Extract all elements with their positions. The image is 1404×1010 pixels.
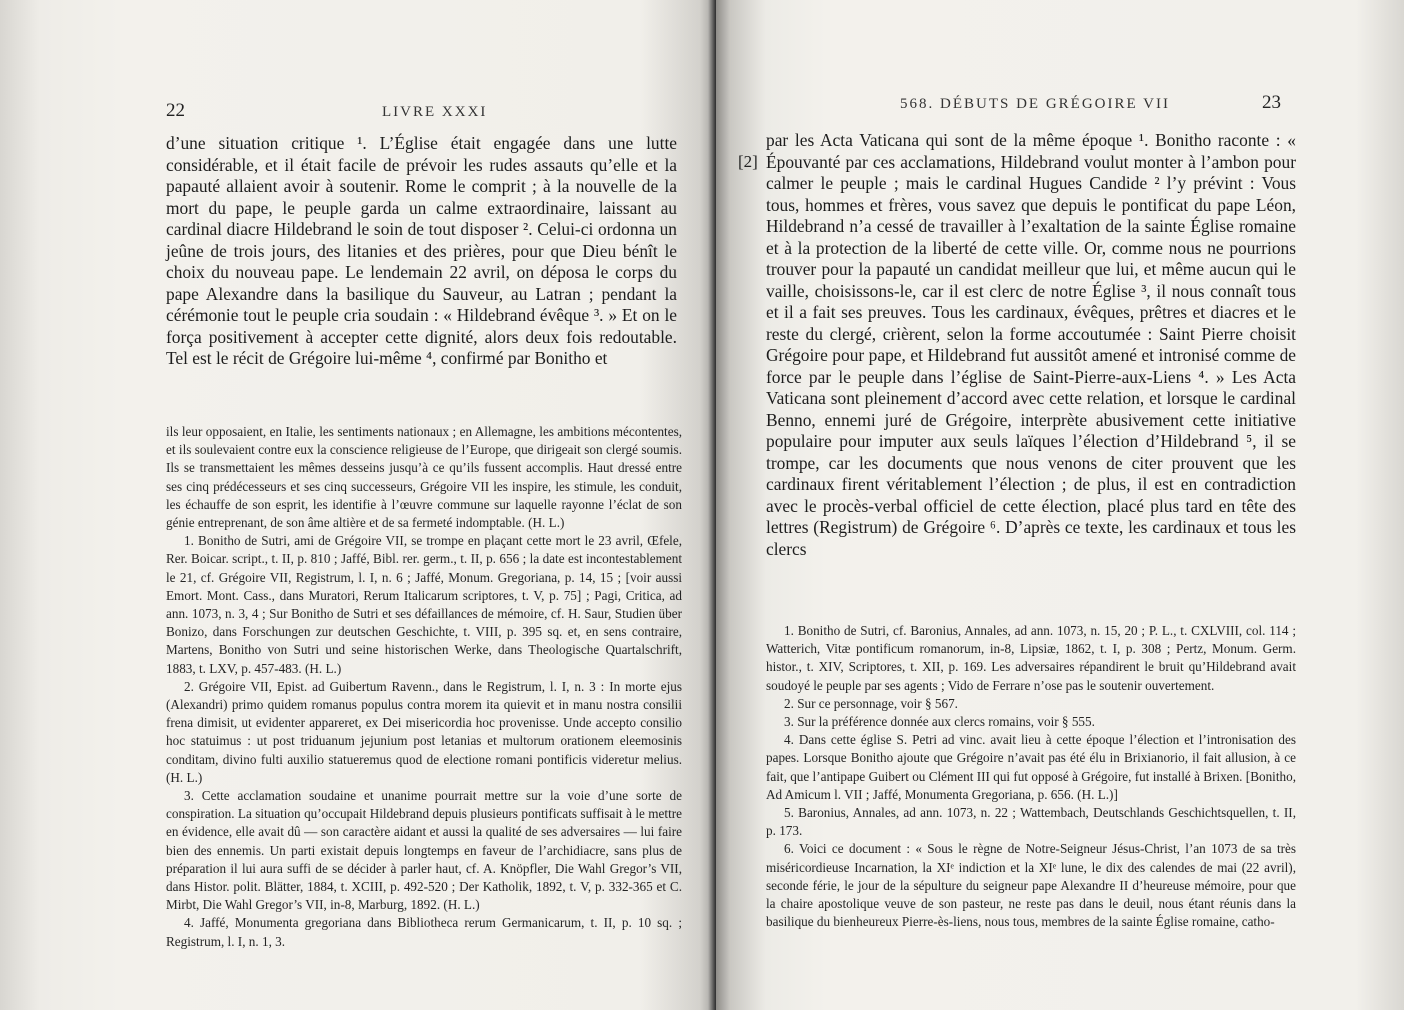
- left-footnote-continued: ils leur opposaient, en Italie, les sentiments nationaux ; en Allemagne, les ambitions mécontentes, et ils soulevaient contre eux la conscience religieuse de l’Europe, que dirigeait son clergé soumis. Ils se transmettaient les mêmes desseins jusqu’à ce qu’ils fussent accomplis. Haut dressé entre ses cinq prédécesseurs et ses cinq successeurs, Grégoire VII les inspire, les stimule, les conduit, les échauffe de son esprit, les identifie à l’œuvre commune sur laquelle rayonne l’éclat de son génie entreprenant, de son âme altière et de sa fermeté indomptable. (H. L.): [166, 424, 682, 531]
- right-footnote-4: 4. Dans cette église S. Petri ad vinc. avait lieu à cette époque l’élection et l’intronisation des papes. Lorsque Bonitho ajoute que Grégoire n’avait pas été élu in Brixianorio, il fait allusion, à ce fait, que l’antipape Guibert ou Clément III qui fut opposé à Grégoire, fut installé à Brixen. [Bonitho, Ad Amicum l. VII ; Jaffé, Monumenta Gregoriana, p. 656. (H. L.)]: [766, 732, 1296, 802]
- right-running-head: 568. DÉBUTS DE GRÉGOIRE VII: [900, 96, 1170, 112]
- right-footnote-2: 2. Sur ce personnage, voir § 567.: [784, 695, 958, 711]
- left-footnote-4: 4. Jaffé, Monumenta gregoriana dans Bibliotheca rerum Germanicarum, t. II, p. 10 sq. ; Registrum, l. I, n. 1, 3.: [166, 915, 682, 949]
- left-footnotes: [166, 423, 682, 951]
- left-body-text: [166, 133, 677, 370]
- left-page-number: 22: [166, 100, 185, 121]
- right-footnote-1: 1. Bonitho de Sutri, cf. Baronius, Annales, ad ann. 1073, n. 15, 20 ; P. L., t. CXLVIII, col. 114 ; Watterich, Vitæ pontificum romanorum, in-8, Lipsiæ, 1862, t. I, p. 308 ; Pertz, Monum. Germ. histor., t. XIV, Scriptores, t. XII, p. 169. Les adversaires répandirent le bruit qu’Hildebrand avait soudoyé le peuple par ses agents ; Vido de Ferrare n’ose pas le soutenir ouvertement.: [766, 623, 1296, 693]
- right-footnote-6: 6. Voici ce document : « Sous le règne de Notre-Seigneur Jésus-Christ, l’an 1073 de sa très miséricordieuse Incarnation, la XIᵉ indiction et la XIᵉ lune, le dix des calendes de mai (22 avril), seconde férie, le jour de la sépulture du seigneur pape Alexandre II d’heureuse mémoire, pour que la chaire apostolique veuve de son pasteur, ne reste pas dans le deuil, nous étant réunis dans la basilique du bienheureux Pierre-ès-liens, nous tous, membres de la sainte Église romaine, catho-: [766, 841, 1296, 930]
- left-body-paragraph: d’une situation critique ¹. L’Église était engagée dans une lutte considérable, et il était facile de prévoir les rudes assauts qu’elle et la papauté allaient avoir à soutenir. Rome le comprit ; à la nouvelle de la mort du pape, le peuple garda un calme extraordinaire, laissant au cardinal diacre Hildebrand le soin de tout disposer ². Celui-ci ordonna un jeûne de trois jours, des litanies et des prières, pour que Dieu bénît le choix du nouveau pape. Le lendemain 22 avril, on déposa le corps du pape Alexandre dans la basilique du Sauveur, au Latran ; pendant la cérémonie tout le peuple cria soudain : « Hildebrand évêque ³. » Et on le força positivement à accepter cette dignité, alors deux fois redoutable. Tel est le récit de Grégoire lui-même ⁴, confirmé par Bonitho et: [166, 133, 677, 368]
- left-footnote-2: 2. Grégoire VII, Epist. ad Guibertum Ravenn., dans le Registrum, l. I, n. 3 : In morte ejus (Alexandri) primo quidem romanus populus contra morem ita quievit et in manu nostra consilii frena dimisit, ut evidenter appareret, ex Dei misericordia hoc provenisse. Unde accepto consilio hoc statuimus : ut post triduanum jejunium post letanias et multorum orationem eleemosinis conditam, divino fulti auxilio statueremus quod de electione romani pontificis videretur melius. (H. L.): [166, 678, 682, 785]
- right-footnotes: [766, 622, 1296, 931]
- right-body-paragraph: par les Acta Vaticana qui sont de la même époque ¹. Bonitho raconte : « Épouvanté par ces acclamations, Hildebrand voulut monter à l’ambon pour calmer le peuple ; mais le cardinal Hugues Candide ² l’y prévint : Vous tous, hommes et frères, vous savez que depuis le pontificat du pape Léon, Hildebrand n’a cessé de travailler à l’exaltation de la sainte Église romaine et à la protection de la liberté de cette ville. Or, comme nous ne pourrions trouver pour la papauté un candidat meilleur que lui, et même aucun qui le vaille, choisissons-le, car il est clerc de notre Église ³, il nous connaît tous et il a fait ses preuves. Tous les cardinaux, évêques, prêtres et diacres et le reste du clergé, crièrent, selon la forme accoutumée : Saint Pierre choisit Grégoire pour pape, et Hildebrand fut aussitôt amené et intronisé comme de force par le peuple dans l’église de Saint-Pierre-aux-Liens ⁴. » Les Acta Vaticana sont pleinement d’accord avec cette relation, et lorsque le cardinal Benno, ennemi juré de Grégoire, interprète abusivement cette initiative populaire pour imputer aux seuls laïques l’élection d’Hildebrand ⁵, il se trompe, car les documents que nous venons de citer prouvent que les cardinaux firent véritablement l’élection ; de plus, il est en contradiction avec le procès-verbal officiel de cette élection, placé plus tard en tête des lettres (Registrum) de Grégoire ⁶. D’après ce texte, les cardinaux et tous les clercs: [766, 130, 1296, 559]
- left-footnote-1: 1. Bonitho de Sutri, ami de Grégoire VII, se trompe en plaçant cette mort le 23 avril, Œfele, Rer. Boicar. script., t. II, p. 810 ; Jaffé, Bibl. rer. germ., t. II, p. 656 ; la date est incontestablement le 21, cf. Grégoire VII, Registrum, l. I, n. 6 ; Jaffé, Monum. Gregoriana, p. 14, 15 ; [voir aussi Emort. Mont. Cass., dans Muratori, Rerum Italicarum scriptores, t. V, p. 75] ; Pagi, Critica, ad ann. 1073, n. 3, 4 ; Sur Bonitho de Sutri et ses défaillances de mémoire, cf. H. Saur, Studien über Bonizo, dans Forschungen zur deutschen Geschichte, t. VIII, p. 395 sq. et, en sens contraire, Martens, Bonitho von Sutri und seine historischen Werke, dans Theologische Quartalschrift, 1883, t. LXV, p. 457-483. (H. L.): [166, 533, 682, 676]
- left-running-head: LIVRE XXXI: [382, 104, 488, 120]
- right-footnote-5: 5. Baronius, Annales, ad ann. 1073, n. 22 ; Wattembach, Deutschlands Geschichtsquellen, t. II, p. 173.: [766, 805, 1296, 839]
- right-page-number: 23: [1262, 92, 1281, 113]
- right-body-text: [766, 130, 1296, 560]
- margin-reference: [2]: [738, 152, 758, 171]
- left-footnote-3: 3. Cette acclamation soudaine et unanime pourrait mettre sur la voie d’une sorte de conspiration. La situation qu’occupait Hildebrand depuis plusieurs pontificats suffisait à le mettre en évidence, elle avait dû — son caractère aidant et aussi la qualité de ses adversaires — lui faire bien des ennemis. Un parti existait depuis longtemps en faveur de l’archidiacre, sans plus de préparation il lui aura suffi de se décider à parler haut, cf. A. Knöpfler, Die Wahl Gregor’s VII, dans Histor. polit. Blätter, 1884, t. XCIII, p. 492-520 ; Der Katholik, 1892, t. V, p. 332-365 et C. Mirbt, Die Wahl Gregor’s VII, in-8, Marburg, 1892. (H. L.): [166, 788, 682, 913]
- right-footnote-3: 3. Sur la préférence donnée aux clercs romains, voir § 555.: [784, 714, 1095, 730]
- right-page: [716, 0, 1404, 1010]
